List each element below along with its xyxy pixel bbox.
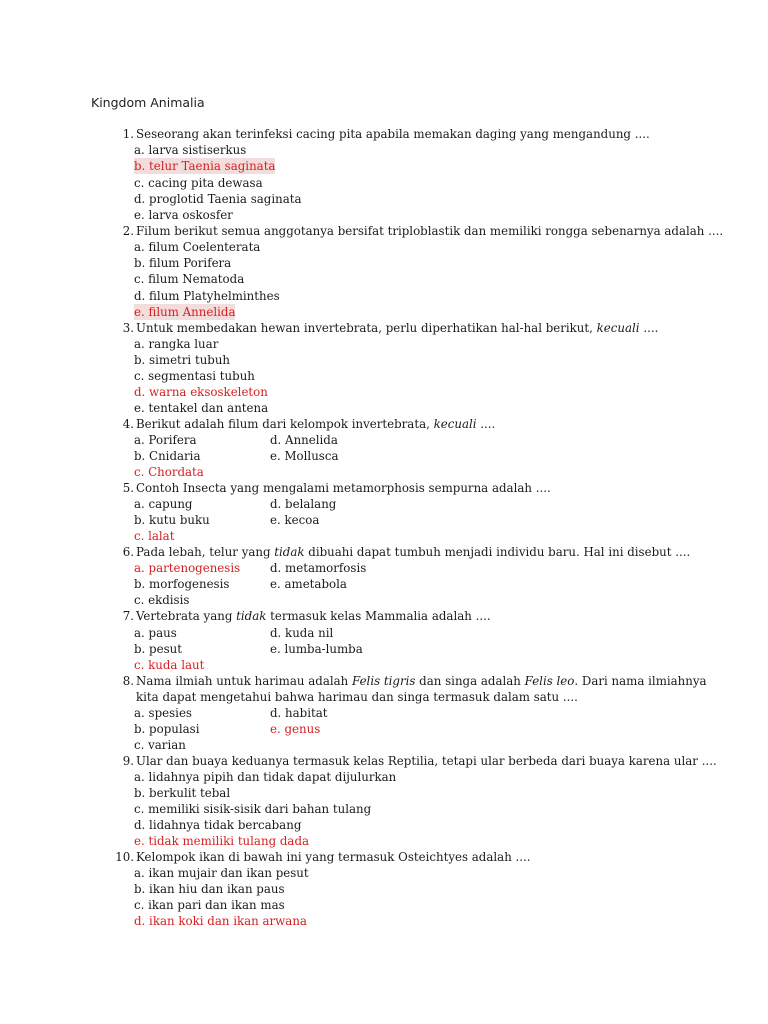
option-b: b. filum Porifera — [134, 256, 232, 270]
question-text: Vertebrata yang tidak termasuk kelas Mammalia adalah .... — [136, 609, 491, 623]
option-a: a. spesies — [134, 706, 192, 720]
option-e: e. larva oskosfer — [134, 208, 233, 222]
option-b: b. populasi — [134, 722, 200, 736]
question-number: 6. — [122, 545, 134, 559]
option-a: a. capung — [134, 497, 193, 511]
question-number: 3. — [122, 321, 134, 335]
option-b: b. pesut — [134, 642, 182, 656]
option-b: b. Cnidaria — [134, 449, 201, 463]
option-e: e. tentakel dan antena — [134, 401, 269, 415]
question-number: 7. — [122, 609, 134, 623]
option-e: e. ametabola — [270, 577, 347, 591]
option-d: d. lidahnya tidak bercabang — [134, 818, 302, 832]
option-c: c. varian — [134, 738, 186, 752]
option-e: e. lumba-lumba — [270, 642, 363, 656]
option-c-correct: c. lalat — [134, 529, 175, 543]
option-e: e. Mollusca — [270, 449, 339, 463]
question-text: Pada lebah, telur yang tidak dibuahi dapat tumbuh menjadi individu baru. Hal ini disebut .... — [136, 545, 691, 559]
option-d: d. Annelida — [270, 433, 338, 447]
question-text: kita dapat mengetahui bahwa harimau dan singa termasuk dalam satu .... — [136, 690, 578, 704]
option-b: b. morfogenesis — [134, 577, 230, 591]
question-text: Contoh Insecta yang mengalami metamorphosis sempurna adalah .... — [136, 481, 551, 495]
option-d: d. filum Platyhelminthes — [134, 289, 280, 303]
option-e-correct: e. filum Annelida — [134, 305, 236, 319]
option-a: a. lidahnya pipih dan tidak dapat dijulurkan — [134, 770, 397, 784]
question-text: Untuk membedakan hewan invertebrata, perlu diperhatikan hal-hal berikut, kecuali .... — [136, 321, 659, 335]
question-text: Seseorang akan terinfeksi cacing pita apabila memakan daging yang mengandung .... — [136, 127, 650, 141]
option-a: a. filum Coelenterata — [134, 240, 261, 254]
option-b-correct: b. telur Taenia saginata — [134, 159, 276, 173]
question-number: 10. — [115, 850, 134, 864]
question-number: 4. — [122, 417, 134, 431]
option-c: c. memiliki sisik-sisik dari bahan tulang — [134, 802, 372, 816]
question-number: 2. — [122, 224, 134, 238]
option-e: e. kecoa — [270, 513, 320, 527]
option-c: c. ekdisis — [134, 593, 190, 607]
option-d: d. proglotid Taenia saginata — [134, 192, 302, 206]
question-text: Filum berikut semua anggotanya bersifat triploblastik dan memiliki rongga sebenarnya adalah .... — [136, 224, 724, 238]
question-number: 5. — [122, 481, 134, 495]
option-d: d. habitat — [270, 706, 328, 720]
option-a: a. ikan mujair dan ikan pesut — [134, 866, 309, 880]
question-text: Ular dan buaya keduanya termasuk kelas Reptilia, tetapi ular berbeda dari buaya karena ular .... — [136, 754, 717, 768]
option-d-correct: d. ikan koki dan ikan arwana — [134, 914, 307, 928]
question-number: 1. — [122, 127, 134, 141]
option-a-correct: a. partenogenesis — [134, 561, 241, 575]
question-text: Berikut adalah filum dari kelompok invertebrata, kecuali .... — [136, 417, 496, 431]
option-e-correct: e. genus — [270, 722, 321, 736]
option-d-correct: d. warna eksoskeleton — [134, 385, 268, 399]
option-c: c. segmentasi tubuh — [134, 369, 255, 383]
option-d: d. belalang — [270, 497, 337, 511]
question-number: 9. — [122, 754, 134, 768]
option-c: c. cacing pita dewasa — [134, 176, 263, 190]
option-b: b. kutu buku — [134, 513, 210, 527]
option-a: a. rangka luar — [134, 337, 219, 351]
option-a: a. paus — [134, 626, 177, 640]
option-b: b. ikan hiu dan ikan paus — [134, 882, 285, 896]
option-c-correct: c. Chordata — [134, 465, 204, 479]
option-c: c. ikan pari dan ikan mas — [134, 898, 285, 912]
option-e-correct: e. tidak memiliki tulang dada — [134, 834, 310, 848]
option-c: c. filum Nematoda — [134, 272, 245, 286]
option-b: b. berkulit tebal — [134, 786, 231, 800]
question-number: 8. — [122, 674, 134, 688]
question-text: Nama ilmiah untuk harimau adalah Felis tigris dan singa adalah Felis leo. Dari nama ilmiahnya — [136, 674, 707, 688]
page-title: Kingdom Animalia — [91, 95, 205, 110]
option-c-correct: c. kuda laut — [134, 658, 205, 672]
option-a: a. larva sistiserkus — [134, 143, 247, 157]
option-a: a. Porifera — [134, 433, 197, 447]
question-text: Kelompok ikan di bawah ini yang termasuk Osteichtyes adalah .... — [136, 850, 531, 864]
option-d: d. kuda nil — [270, 626, 334, 640]
option-d: d. metamorfosis — [270, 561, 367, 575]
option-b: b. simetri tubuh — [134, 353, 231, 367]
